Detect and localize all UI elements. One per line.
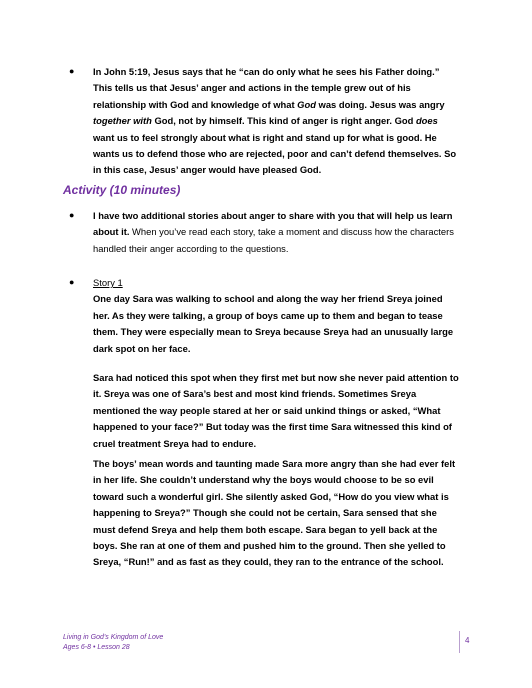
text-span: in this case, Jesus’ anger would have pleased God.: [93, 164, 322, 176]
text-line: happening to Sreya?” Though she could not be certain, Sara sensed that she: [93, 507, 437, 519]
text-line: in her life. She couldn’t understand why the boys would choose to be so evil: [93, 474, 434, 486]
bullet-icon: ●: [69, 210, 75, 220]
text-line: toward such a wonderful girl. She silently asked God, “How do you view what is: [93, 490, 449, 502]
text-span: In John 5:19, Jesus says that he “can do only what he sees his Father doing.”: [93, 66, 440, 77]
section-heading: Activity (10 minutes): [63, 183, 181, 197]
text-line: I have two additional stories about anger to share with you that will help us learn: [93, 210, 453, 221]
text-line: [93, 224, 475, 240]
text-line: must defend Sreya and help them both escape. Sara began to yell back at the: [93, 523, 438, 535]
text-line: [93, 80, 475, 96]
emphasis-text: together with: [93, 115, 152, 127]
emphasis-text: does: [415, 115, 438, 127]
text-span: When you’ve read each story, take a moment and discuss how the characters: [129, 226, 454, 238]
text-line: [93, 113, 475, 129]
john-paragraph: [93, 64, 475, 179]
emphasis-text: God: [297, 98, 316, 110]
text-line: happened to your face?” But today was the first time Sara witnessed this kind of: [93, 421, 452, 433]
footer-subtitle: Ages 6-8 • Lesson 28: [63, 644, 130, 651]
text-span: wants us to defend those who are rejected, poor and can’t defend themselves. So: [93, 147, 457, 159]
text-line: The boys’ mean words and taunting made Sara more angry than she had ever felt: [93, 458, 456, 469]
page-number-divider: [459, 631, 460, 653]
text-span: God, not by himself. This kind of anger is right anger. God: [151, 115, 416, 127]
text-line: handled their anger according to the questions.: [93, 242, 289, 254]
bullet-icon: ●: [69, 66, 75, 76]
text-line: them. They were especially mean to Sreya because Sreya had an unusually large: [93, 326, 454, 338]
text-line: Sreya, “Run!” and as fast as they could, they ran to the entrance of the school.: [93, 556, 444, 568]
text-line: [93, 162, 475, 178]
text-line: One day Sara was walking to school and along the way her friend Sreya joined: [93, 293, 443, 305]
text-line: [93, 97, 475, 113]
text-line: cruel treatment Sreya had to endure.: [93, 437, 257, 449]
text-line: [93, 146, 475, 162]
text-line: dark spot on her face.: [93, 342, 191, 354]
activity-intro: [93, 208, 475, 257]
page-number: 4: [465, 636, 470, 645]
text-line: it. Sreya was one of Sara’s best and most kind friends. Sometimes Sreya: [93, 388, 417, 400]
text-span: relationship with God and knowledge of what: [93, 98, 298, 110]
text-line: her. As they were talking, a group of boys came up to them and began to tease: [93, 309, 443, 321]
text-line: [93, 130, 475, 146]
text-line: Sara had noticed this spot when they first met but now she never paid attention to: [93, 372, 459, 383]
story-block: [93, 275, 475, 357]
text-span: about it.: [93, 226, 130, 238]
story-paragraph-2: [93, 370, 475, 452]
footer-title: Living in God’s Kingdom of Love: [63, 634, 164, 641]
story-paragraph-3: [93, 456, 475, 571]
text-line: [93, 64, 475, 80]
text-line: mentioned the way people stared at her or said unkind things or asked, “What: [93, 404, 441, 416]
text-span: This tells us that Jesus’ anger and actions in the temple grew out of his: [93, 82, 411, 94]
text-span: want us to feel strongly about what is right and stand up for what is good. He: [93, 131, 437, 143]
text-span: was doing. Jesus was angry: [315, 98, 445, 110]
text-line: boys. She ran at one of them and pushed him to the ground. Then she yelled to: [93, 539, 446, 551]
bullet-icon: ●: [69, 277, 75, 287]
story-title: Story 1: [93, 277, 123, 288]
